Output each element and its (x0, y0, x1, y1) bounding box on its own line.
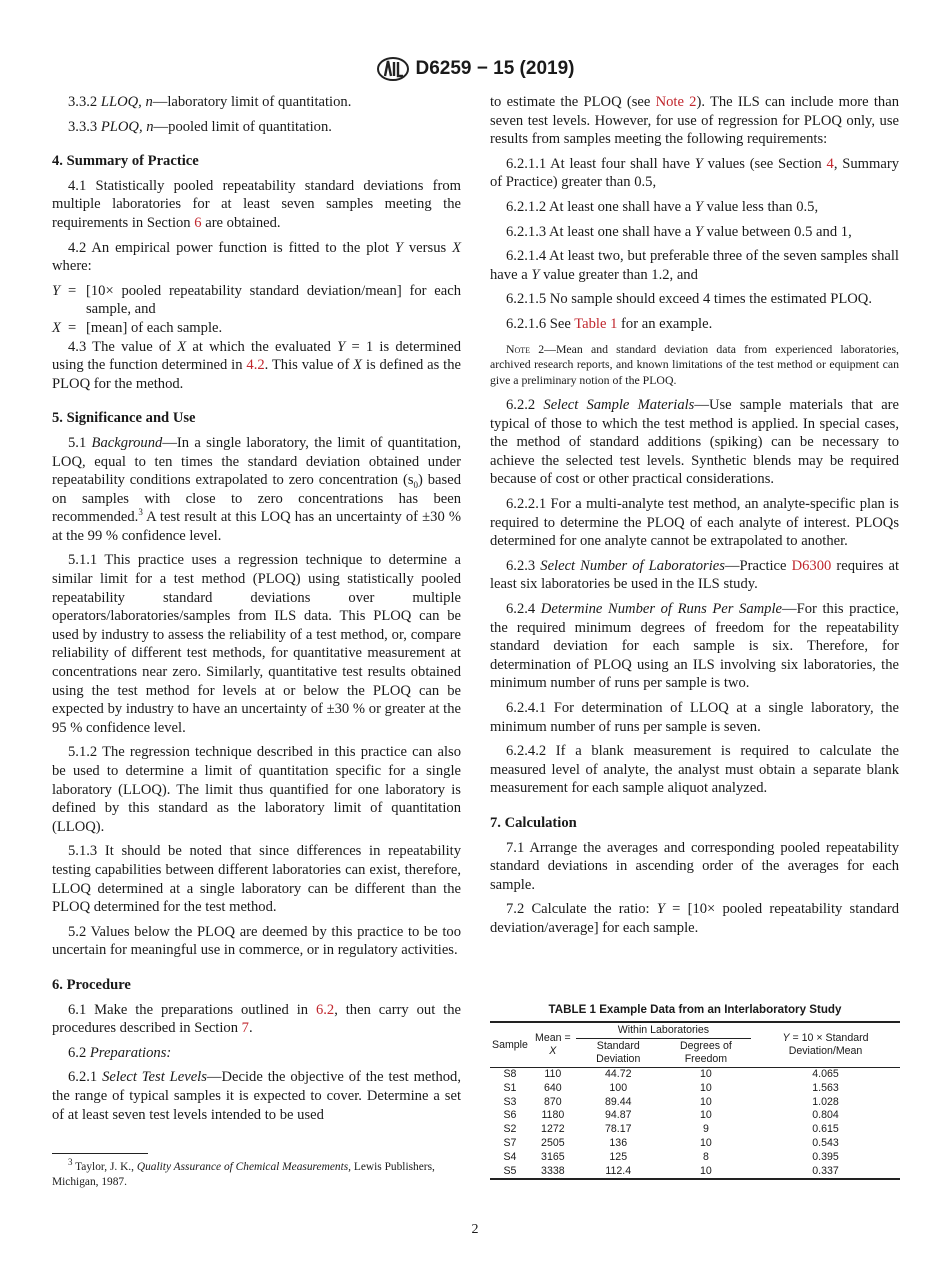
paragraph: 6.2.2.1 For a multi-analyte test method, an analyte-specific plan is required to determine the PLOQ of each analyte of interest. PLOQs determined for one analyte cannot be extrapolated to another. (490, 496, 899, 550)
table-cell: 3338 (541, 1164, 565, 1177)
page-header (0, 56, 950, 82)
definition: Y = [10× pooled repeatability standard deviation/mean] for each sample, and (52, 282, 461, 318)
table-cell: 1272 (541, 1123, 565, 1136)
table-cell: 0.395 (812, 1150, 839, 1163)
table-row (490, 1123, 900, 1137)
table-cell: 0.543 (812, 1136, 839, 1149)
paragraph: 5.1.2 The regression technique described in this practice can also be used to determine a limit of quantitation specific for a single laboratory (LLOQ). The limit thus quantified for one laboratory is defined by this standard as the laboratory limit of quantitation (LLOQ). (52, 744, 461, 835)
note: Note 2—Mean and standard deviation data from experienced laboratories, archived research reports, and known limitations of the test method or equipment can give a preliminary notion of the PLOQ. (490, 341, 900, 387)
table-cell: 0.337 (812, 1164, 839, 1177)
table-cell: S4 (503, 1150, 517, 1163)
col-sample: Sample (492, 1038, 528, 1051)
page-number: 2 (471, 1222, 479, 1237)
table-cell: 100 (609, 1081, 628, 1094)
table-cell: 136 (609, 1136, 628, 1149)
table-row (490, 1096, 900, 1110)
paragraph: 7.1 Arrange the averages and corresponding pooled repeatability standard deviations in ascending order of the averages for each sample. (490, 839, 899, 893)
table-cell: 44.72 (605, 1068, 632, 1080)
paragraph: 7.2 Calculate the ratio: Y = [10× pooled repeatability standard deviation/average] for each sample. (490, 901, 899, 936)
paragraph: 4.2 An empirical power function is fitted to the plot Y versus X where: (52, 239, 461, 275)
left-column (52, 93, 461, 1130)
section-heading: 4. Summary of Practice (52, 153, 199, 170)
table-cell: 3165 (541, 1150, 565, 1163)
table-cell: S5 (503, 1164, 517, 1177)
table-row (490, 1082, 900, 1096)
table-cell: 9 (702, 1123, 709, 1136)
table-cell: 10 (700, 1081, 712, 1094)
table-cell: S8 (503, 1068, 517, 1080)
table-row (490, 1109, 900, 1123)
table-cell: 870 (544, 1095, 562, 1108)
table-row (490, 1068, 900, 1082)
table-cell: 4.065 (812, 1068, 839, 1080)
table-cell: 125 (609, 1150, 628, 1163)
table-cell: 1180 (541, 1109, 565, 1122)
table-cell: 78.17 (605, 1123, 632, 1136)
paragraph: 5.1.1 This practice uses a regression technique to determine a similar limit for a test method (PLOQ) using statistically pooled repeatability standard deviations over multiple operators/laboratories/samples from ILS data. This PLOQ can be used by industry to assess the reliability of a test method, or, compare reliability of different test methods, for quantitative measurement at concentrations near zero. Similarly, quantitative test results obtained using the test method for levels at or below the PLOQ can be expected by industry to have an uncertainty of ±30 % or greater at the 95 % confidence level. (52, 552, 461, 736)
paragraph: 6.2.4.2 If a blank measurement is required to calculate the measured level of analyte, the analyst must obtain a separate blank measurement for each sample aliquot analyzed. (490, 743, 899, 797)
right-column (490, 93, 899, 943)
definition: X = [mean] of each sample. (52, 319, 223, 336)
table-cell: S3 (503, 1095, 517, 1108)
table-cell: 2505 (541, 1136, 565, 1149)
paragraph: 3.3.2 LLOQ, n—laboratory limit of quantitation. (68, 94, 352, 110)
col-y: Y = 10 × Standard Deviation/Mean (782, 1032, 869, 1057)
paragraph: 6.2 Preparations: (68, 1044, 172, 1061)
col-group-within: Within Laboratories (576, 1022, 751, 1039)
footnote: $^3$ Taylor, J. K., Quality Assurance of Chemical Measurements, Lewis Publishers, Michigan, 1987. (52, 1157, 435, 1188)
table-cell: S1 (503, 1081, 517, 1094)
designation: D6259 − 15 (2019) (415, 58, 575, 79)
cross-reference-link[interactable]: 6 (194, 214, 202, 231)
paragraph: 6.1 Make the preparations outlined in 6.2, then carry out the procedures described in Section 7. (52, 1001, 461, 1037)
table-cell: 10 (700, 1136, 712, 1149)
table-cell: 112.4 (605, 1164, 632, 1177)
table-cell: 640 (544, 1081, 562, 1094)
paragraph: 6.2.1.3 At least one shall have a Y value between 0.5 and 1, (506, 223, 852, 240)
astm-logo-icon (376, 56, 410, 82)
table-cell: S6 (503, 1109, 517, 1122)
table-row (490, 1137, 900, 1151)
paragraph: 5.1.3 It should be noted that since differences in repeatability testing capabilities between different laboratories can exist, therefore, LLOQ determined at a single laboratory can be different than the PLOQ determined for the test method. (52, 843, 461, 916)
table-row (490, 1165, 900, 1180)
cross-reference-link[interactable]: 4 (826, 155, 834, 172)
table-cell: 10 (700, 1068, 712, 1080)
paragraph: 6.2.1.4 At least two, but preferable three of the seven samples shall have a Y value greater than 1.2, and (490, 248, 899, 283)
table-cell: S7 (503, 1136, 517, 1149)
paragraph: 6.2.1.1 At least four shall have Y values (see Section 4, Summary of Practice) greater than 0.5, (490, 155, 899, 191)
col-mean: Mean = X (535, 1032, 571, 1057)
table-cell: 8 (702, 1150, 709, 1163)
table-caption: TABLE 1 Example Data from an Interlaboratory Study (548, 1003, 842, 1016)
paragraph: 6.2.2 Select Sample Materials—Use sample materials that are typical of those to which the test method is applied. In special cases, the method of standard additions (spiking) can be necessary to achieve the selected test levels. Synthetic blends may be required because of cost or other practical considerations. (490, 397, 900, 488)
paragraph: 5.1 Background—In a single laboratory, the limit of quantitation, LOQ, equal to ten times the standard deviation obtained under repeatability conditions extrapolated to zero concentration $(s_0)$ based on samples with close to zero concentrations has been recommended.$^3$ A test result at this LOQ has an uncertainty of ±30 % at the 99 % confidence level. (52, 434, 461, 544)
cross-reference-link[interactable]: 4.2 (246, 357, 265, 374)
paragraph: 6.2.4 Determine Number of Runs Per Sample—For this practice, the required minimum degrees of freedom for the repeatability standard deviation for each sample is six. Therefore, for determination of PLOQ using an ILS involving six laboratories, the minimum number of runs per sample is two. (490, 600, 899, 692)
paragraph: 3.3.3 PLOQ, n—pooled limit of quantitation. (68, 118, 332, 135)
table-1 (490, 1003, 900, 1180)
paragraph: 4.3 The value of X at which the evaluated Y = 1 is determined using the function determined in 4.2. This value of X is defined as the PLOQ for the method. (52, 338, 462, 392)
cross-reference-link[interactable]: Table 1 (574, 315, 618, 332)
table-cell: 1.028 (812, 1095, 839, 1108)
cross-reference-link[interactable]: Note 2 (655, 94, 697, 110)
table-cell: 10 (700, 1164, 712, 1177)
table-cell: 94.87 (605, 1109, 632, 1122)
table-cell: S2 (503, 1123, 517, 1136)
col-sd: Standard Deviation (576, 1039, 661, 1068)
paragraph: 6.2.1.2 At least one shall have a Y value less than 0.5, (506, 198, 819, 215)
table-cell: 0.804 (812, 1109, 839, 1122)
paragraph: 6.2.1.5 No sample should exceed 4 times the estimated PLOQ. (506, 291, 872, 308)
table-cell: 0.615 (812, 1123, 839, 1136)
paragraph: to estimate the PLOQ (see Note 2). The ILS can include more than seven test levels. However, for use of regression for PLOQ only, use results from samples meeting the following requirements: (490, 94, 899, 148)
paragraph: 4.1 Statistically pooled repeatability standard deviations from multiple laboratories for at least seven samples meeting the requirements in Section 6 are obtained. (52, 177, 461, 231)
paragraph: 5.2 Values below the PLOQ are deemed by this practice to be too uncertain for meaningful use in commerce, or in regulatory activities. (52, 923, 461, 959)
table-cell: 89.44 (605, 1095, 632, 1108)
table-cell: 110 (544, 1068, 562, 1080)
paragraph: 6.2.1 Select Test Levels—Decide the objective of the test method, the range of typical samples it is expected to cover. Determine a set of at least seven test levels intended to be used (52, 1069, 462, 1123)
section-heading: 7. Calculation (490, 814, 577, 831)
paragraph: 6.2.1.6 See Table 1 for an example. (506, 315, 713, 332)
footnote-divider (52, 1153, 148, 1154)
paragraph: 6.2.3 Select Number of Laboratories—Practice D6300 requires at least six laboratories be used in the ILS study. (490, 557, 899, 593)
cross-reference-link[interactable]: D6300 (791, 557, 832, 574)
col-dof: Degrees of Freedom (661, 1039, 751, 1068)
table-row (490, 1151, 900, 1165)
table-cell: 10 (700, 1095, 712, 1108)
cross-reference-link[interactable]: 6.2 (315, 1001, 335, 1018)
section-heading: 6. Procedure (52, 976, 131, 993)
paragraph: 6.2.4.1 For determination of LLOQ at a single laboratory, the minimum number of runs per sample is seven. (490, 699, 899, 735)
section-heading: 5. Significance and Use (52, 410, 196, 427)
cross-reference-link[interactable]: 7 (241, 1020, 249, 1037)
table-cell: 1.563 (812, 1081, 839, 1094)
table-cell: 10 (700, 1109, 712, 1122)
